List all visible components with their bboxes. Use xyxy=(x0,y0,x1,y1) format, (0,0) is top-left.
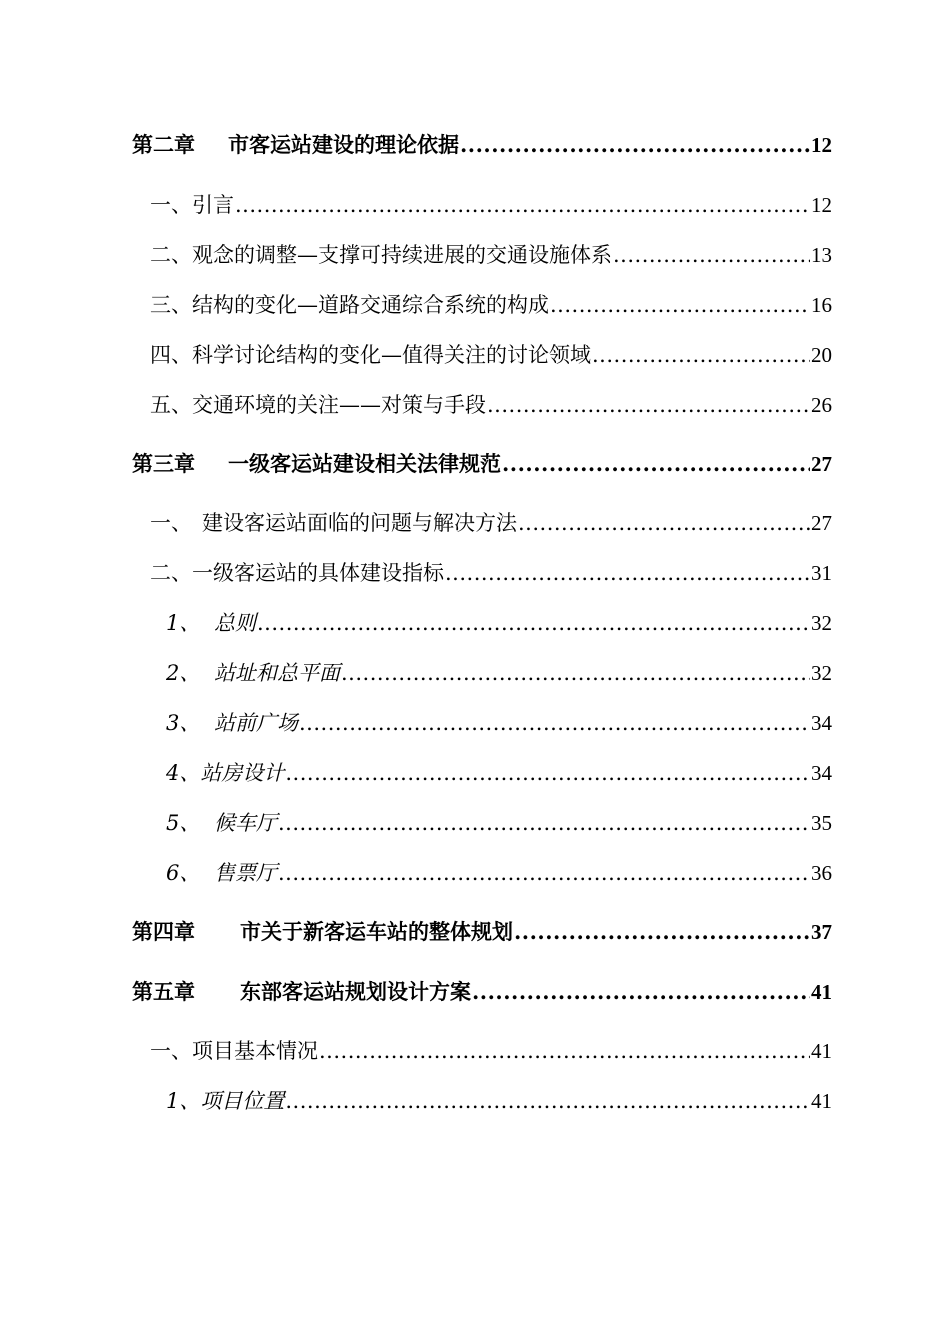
toc-entry-title: 总则 xyxy=(214,611,256,635)
dot-leader xyxy=(299,708,810,738)
toc-entry-page: 16 xyxy=(811,293,832,317)
toc-entry-number: 5、 xyxy=(166,811,201,835)
toc-entry-section[interactable] xyxy=(0,1032,950,1066)
toc-entry-page: 32 xyxy=(811,611,832,635)
toc-entry-title: 观念的调整—支撑可持续进展的交通设施体系 xyxy=(192,243,612,267)
toc-entry-page: 31 xyxy=(811,561,832,585)
toc-entry-title: 东部客运站规划设计方案 xyxy=(240,979,471,1004)
toc-entry-number: 一、 xyxy=(150,193,192,217)
toc-entry-subsection[interactable] xyxy=(0,654,950,688)
dot-leader xyxy=(514,917,810,947)
toc-entry-number: 一、 xyxy=(150,511,192,535)
toc-entry-title: 售票厅 xyxy=(214,861,277,885)
dot-leader xyxy=(319,1036,810,1066)
toc-entry-section[interactable] xyxy=(0,504,950,538)
toc-entry-page: 34 xyxy=(811,761,832,785)
toc-entry-page: 13 xyxy=(811,243,832,267)
dot-leader xyxy=(445,558,810,588)
toc-entry-page: 12 xyxy=(811,193,832,217)
toc-entry-subsection[interactable] xyxy=(0,704,950,738)
toc-entry-title: 建设客运站面临的问题与解决方法 xyxy=(202,511,517,535)
toc-entry-number: 二、 xyxy=(150,243,192,267)
dot-leader xyxy=(285,758,810,788)
toc-entry-subsection[interactable] xyxy=(0,804,950,838)
toc-entry-section[interactable] xyxy=(0,186,950,220)
toc-entry-number: 6、 xyxy=(166,861,201,885)
toc-entry-number: 3、 xyxy=(166,711,201,735)
dot-leader xyxy=(235,190,810,220)
toc-entry-page: 37 xyxy=(811,920,832,944)
toc-entry-subsection[interactable] xyxy=(0,854,950,888)
toc-entry-page: 27 xyxy=(811,452,832,476)
toc-entry-title: 引言 xyxy=(192,193,234,217)
toc-entry-number: 二、 xyxy=(150,561,192,585)
dot-leader xyxy=(257,608,810,638)
toc-entry-section[interactable] xyxy=(0,386,950,420)
dot-leader xyxy=(278,808,810,838)
toc-entry-title: 结构的变化—道路交通综合系统的构成 xyxy=(192,293,549,317)
toc-entry-page: 12 xyxy=(811,133,832,157)
toc-entry-title: 市关于新客运车站的整体规划 xyxy=(240,919,513,944)
toc-entry-section[interactable] xyxy=(0,286,950,320)
toc-entry-number: 五、 xyxy=(150,393,192,417)
toc-entry-section[interactable] xyxy=(0,236,950,270)
toc-entry-title: 一级客运站的具体建设指标 xyxy=(192,561,444,585)
toc-entry-title: 科学讨论结构的变化—值得关注的讨论领域 xyxy=(192,343,591,367)
toc-entry-number: 4、 xyxy=(166,761,201,785)
toc-entry-page: 34 xyxy=(811,711,832,735)
toc-entry-number: 一、 xyxy=(150,1039,192,1063)
toc-entry-section[interactable] xyxy=(0,554,950,588)
toc-entry-number: 2、 xyxy=(166,661,201,685)
toc-entry-title: 站址和总平面 xyxy=(214,661,340,685)
toc-entry-page: 41 xyxy=(811,1039,832,1063)
toc-entry-title: 项目基本情况 xyxy=(192,1039,318,1063)
dot-leader xyxy=(613,240,810,270)
toc-entry-page: 35 xyxy=(811,811,832,835)
toc-entry-chapter-4[interactable] xyxy=(0,913,950,947)
toc-entry-title: 一级客运站建设相关法律规范 xyxy=(228,451,501,476)
toc-entry-subsection[interactable] xyxy=(0,604,950,638)
toc-entry-number: 三、 xyxy=(150,293,192,317)
toc-entry-number: 第四章 xyxy=(132,919,195,944)
toc-entry-page: 27 xyxy=(811,511,832,535)
dot-leader xyxy=(341,658,810,688)
toc-entry-title: 交通环境的关注——对策与手段 xyxy=(192,393,486,417)
toc-entry-section[interactable] xyxy=(0,336,950,370)
toc-entry-page: 32 xyxy=(811,661,832,685)
dot-leader xyxy=(487,390,810,420)
toc-entry-number: 1、 xyxy=(166,1089,201,1113)
toc-entry-number: 第五章 xyxy=(132,979,195,1004)
dot-leader xyxy=(285,1086,810,1116)
toc-entry-chapter-2[interactable] xyxy=(0,126,950,160)
toc-entry-chapter-3[interactable] xyxy=(0,445,950,479)
toc-entry-title: 项目位置 xyxy=(200,1089,285,1113)
dot-leader xyxy=(518,508,810,538)
toc-entry-page: 41 xyxy=(811,1089,832,1113)
toc-entry-subsection[interactable] xyxy=(0,754,950,788)
dot-leader xyxy=(472,977,810,1007)
dot-leader xyxy=(592,340,810,370)
toc-entry-title: 站前广场 xyxy=(214,711,298,735)
toc-entry-number: 第三章 xyxy=(132,451,195,476)
toc-entry-page: 26 xyxy=(811,393,832,417)
toc-entry-chapter-5[interactable] xyxy=(0,973,950,1007)
toc-entry-number: 第二章 xyxy=(132,132,195,157)
toc-entry-title: 候车厅 xyxy=(214,811,277,835)
toc-entry-title: 市客运站建设的理论依据 xyxy=(228,132,459,157)
dot-leader xyxy=(502,449,810,479)
toc-entry-number: 四、 xyxy=(150,343,192,367)
toc-entry-title: 站房设计 xyxy=(200,761,285,785)
toc-entry-page: 20 xyxy=(811,343,832,367)
dot-leader xyxy=(550,290,810,320)
toc-entry-page: 36 xyxy=(811,861,832,885)
toc-entry-number: 1、 xyxy=(166,611,201,635)
dot-leader xyxy=(278,858,810,888)
toc-entry-subsection[interactable] xyxy=(0,1082,950,1116)
dot-leader xyxy=(460,130,810,160)
toc-entry-page: 41 xyxy=(811,980,832,1004)
